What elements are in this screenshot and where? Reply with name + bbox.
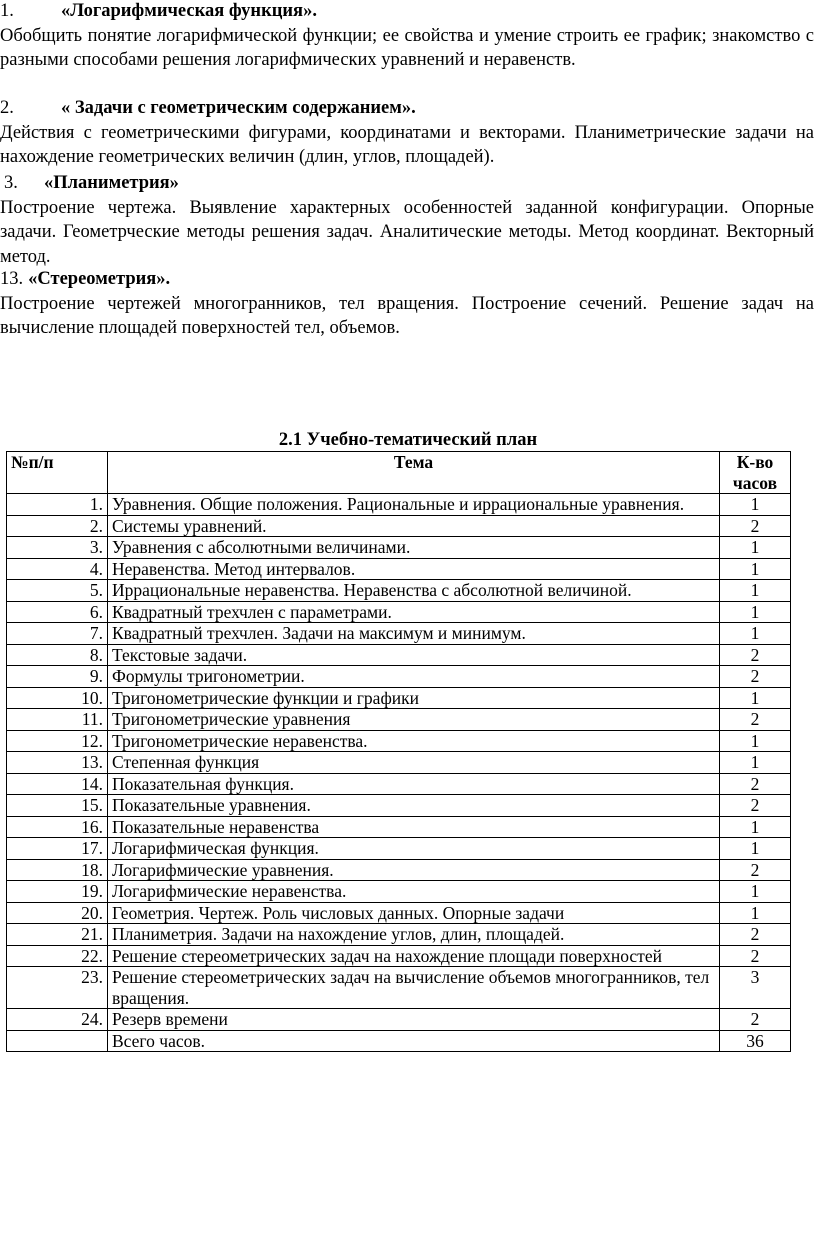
row-number: 6. [7, 601, 108, 623]
table-row [7, 494, 791, 516]
section-title: «Стереометрия». [28, 269, 171, 289]
row-hours: 1 [720, 494, 791, 516]
row-topic: Уравнения. Общие положения. Рациональные и иррациональные уравнения. [108, 494, 720, 516]
table-row [7, 1009, 791, 1031]
table-row [7, 730, 791, 752]
section-body: Построение чертежей многогранников, тел вращения. Построение сечений. Решение задач на вычисление площадей поверхностей тел, объемов. [0, 293, 814, 339]
row-hours: 1 [720, 881, 791, 903]
row-hours: 3 [720, 967, 791, 1009]
section-number: 3. [4, 173, 18, 193]
row-number: 12. [7, 730, 108, 752]
section-planimetry [0, 171, 814, 269]
row-topic: Иррациональные неравенства. Неравенства с абсолютной величиной. [108, 580, 720, 602]
row-number: 3. [7, 537, 108, 559]
table-header-row [7, 452, 791, 494]
row-number: 1. [7, 494, 108, 516]
row-hours: 1 [720, 623, 791, 645]
row-topic: Степенная функция [108, 752, 720, 774]
table-row [7, 752, 791, 774]
table-row [7, 515, 791, 537]
table-row [7, 945, 791, 967]
row-hours: 1 [720, 816, 791, 838]
row-hours: 2 [720, 924, 791, 946]
row-number: 14. [7, 773, 108, 795]
row-hours: 2 [720, 945, 791, 967]
curriculum-plan-table [6, 451, 791, 1052]
row-topic: Квадратный трехчлен с параметрами. [108, 601, 720, 623]
row-topic: Квадратный трехчлен. Задачи на максимум и минимум. [108, 623, 720, 645]
table-row [7, 795, 791, 817]
row-number: 23. [7, 967, 108, 1009]
section-body: Построение чертежа. Выявление характерных особенностей заданной конфигурации. Опорные задачи. Геометрческие методы решения задач. Аналитические методы. Метод координат. Векторный метод. [0, 197, 814, 267]
row-hours: 36 [720, 1030, 791, 1052]
row-topic: Резерв времени [108, 1009, 720, 1031]
column-header-number: №п/п [7, 452, 108, 494]
table-row [7, 687, 791, 709]
row-hours: 1 [720, 601, 791, 623]
table-row [7, 558, 791, 580]
row-hours: 2 [720, 773, 791, 795]
row-topic: Геометрия. Чертеж. Роль числовых данных. Опорные задачи [108, 902, 720, 924]
table-row [7, 709, 791, 731]
section-body: Действия с геометрическими фигурами, координатами и векторами. Планиметрические задачи на нахождение геометрических величин (длин, углов, площадей). [0, 122, 814, 168]
row-topic: Системы уравнений. [108, 515, 720, 537]
row-number: 9. [7, 666, 108, 688]
row-topic: Планиметрия. Задачи на нахождение углов, длин, площадей. [108, 924, 720, 946]
column-header-hours: К-во часов [720, 452, 791, 494]
section-logarithmic-function [0, 0, 814, 73]
row-topic: Тригонометрические неравенства. [108, 730, 720, 752]
row-hours: 1 [720, 687, 791, 709]
section-header [0, 171, 814, 196]
section-title: «Планиметрия» [44, 173, 179, 193]
section-number: 1. [0, 1, 14, 21]
section-header [0, 0, 814, 24]
row-hours: 2 [720, 709, 791, 731]
row-number: 5. [7, 580, 108, 602]
table-row [7, 644, 791, 666]
section-header [0, 267, 814, 292]
table-row [7, 773, 791, 795]
row-number: 11. [7, 709, 108, 731]
table-row [7, 666, 791, 688]
row-hours: 1 [720, 902, 791, 924]
plan-title: 2.1 Учебно-тематический план [278, 430, 538, 450]
row-topic: Показательные неравенства [108, 816, 720, 838]
row-number: 4. [7, 558, 108, 580]
row-hours: 2 [720, 859, 791, 881]
row-number: 16. [7, 816, 108, 838]
row-topic: Всего часов. [108, 1030, 720, 1052]
row-topic: Неравенства. Метод интервалов. [108, 558, 720, 580]
row-number: 2. [7, 515, 108, 537]
column-header-topic: Тема [108, 452, 720, 494]
row-hours: 1 [720, 580, 791, 602]
row-number: 10. [7, 687, 108, 709]
row-number: 21. [7, 924, 108, 946]
row-topic: Уравнения с абсолютными величинами. [108, 537, 720, 559]
row-number: 20. [7, 902, 108, 924]
row-number: 24. [7, 1009, 108, 1031]
row-hours: 2 [720, 795, 791, 817]
section-geometry-tasks [0, 96, 814, 170]
row-hours: 2 [720, 666, 791, 688]
row-topic: Логарифмические уравнения. [108, 859, 720, 881]
row-number: 19. [7, 881, 108, 903]
table-row [7, 881, 791, 903]
section-title: « Задачи с геометрическим содержанием». [61, 98, 416, 118]
table-row [7, 580, 791, 602]
section-number: 13. [0, 269, 24, 289]
table-row [7, 816, 791, 838]
section-stereometry [0, 267, 814, 341]
row-hours: 2 [720, 515, 791, 537]
row-number: 13. [7, 752, 108, 774]
table-row [7, 859, 791, 881]
row-hours: 1 [720, 537, 791, 559]
row-hours: 1 [720, 838, 791, 860]
section-header [0, 96, 814, 121]
row-hours: 1 [720, 752, 791, 774]
table-row [7, 924, 791, 946]
row-hours: 2 [720, 1009, 791, 1031]
table-row [7, 623, 791, 645]
section-number: 2. [0, 98, 14, 118]
section-title: «Логарифмическая функция». [61, 1, 317, 21]
row-number: 8. [7, 644, 108, 666]
table-total-row [7, 1030, 791, 1052]
row-topic: Текстовые задачи. [108, 644, 720, 666]
row-number [7, 1030, 108, 1052]
table-row [7, 838, 791, 860]
row-number: 17. [7, 838, 108, 860]
row-hours: 1 [720, 730, 791, 752]
row-number: 22. [7, 945, 108, 967]
row-number: 7. [7, 623, 108, 645]
row-topic: Решение стереометрических задач на вычисление объемов многогранников, тел вращения. [108, 967, 720, 1009]
row-number: 18. [7, 859, 108, 881]
row-topic: Показательные уравнения. [108, 795, 720, 817]
table-row [7, 902, 791, 924]
row-topic: Решение стереометрических задач на нахождение площади поверхностей [108, 945, 720, 967]
table-row [7, 601, 791, 623]
row-number: 15. [7, 795, 108, 817]
row-topic: Формулы тригонометрии. [108, 666, 720, 688]
table-row [7, 537, 791, 559]
row-hours: 1 [720, 558, 791, 580]
row-topic: Тригонометрические функции и графики [108, 687, 720, 709]
section-body: Обобщить понятие логарифмической функции; ее свойства и умение строить ее график; знакомство с разными способами решения логарифмических уравнений и неравенств. [0, 25, 814, 71]
row-topic: Показательная функция. [108, 773, 720, 795]
row-topic: Тригонометрические уравнения [108, 709, 720, 731]
row-topic: Логарифмическая функция. [108, 838, 720, 860]
row-topic: Логарифмические неравенства. [108, 881, 720, 903]
table-row [7, 967, 791, 1009]
row-hours: 2 [720, 644, 791, 666]
